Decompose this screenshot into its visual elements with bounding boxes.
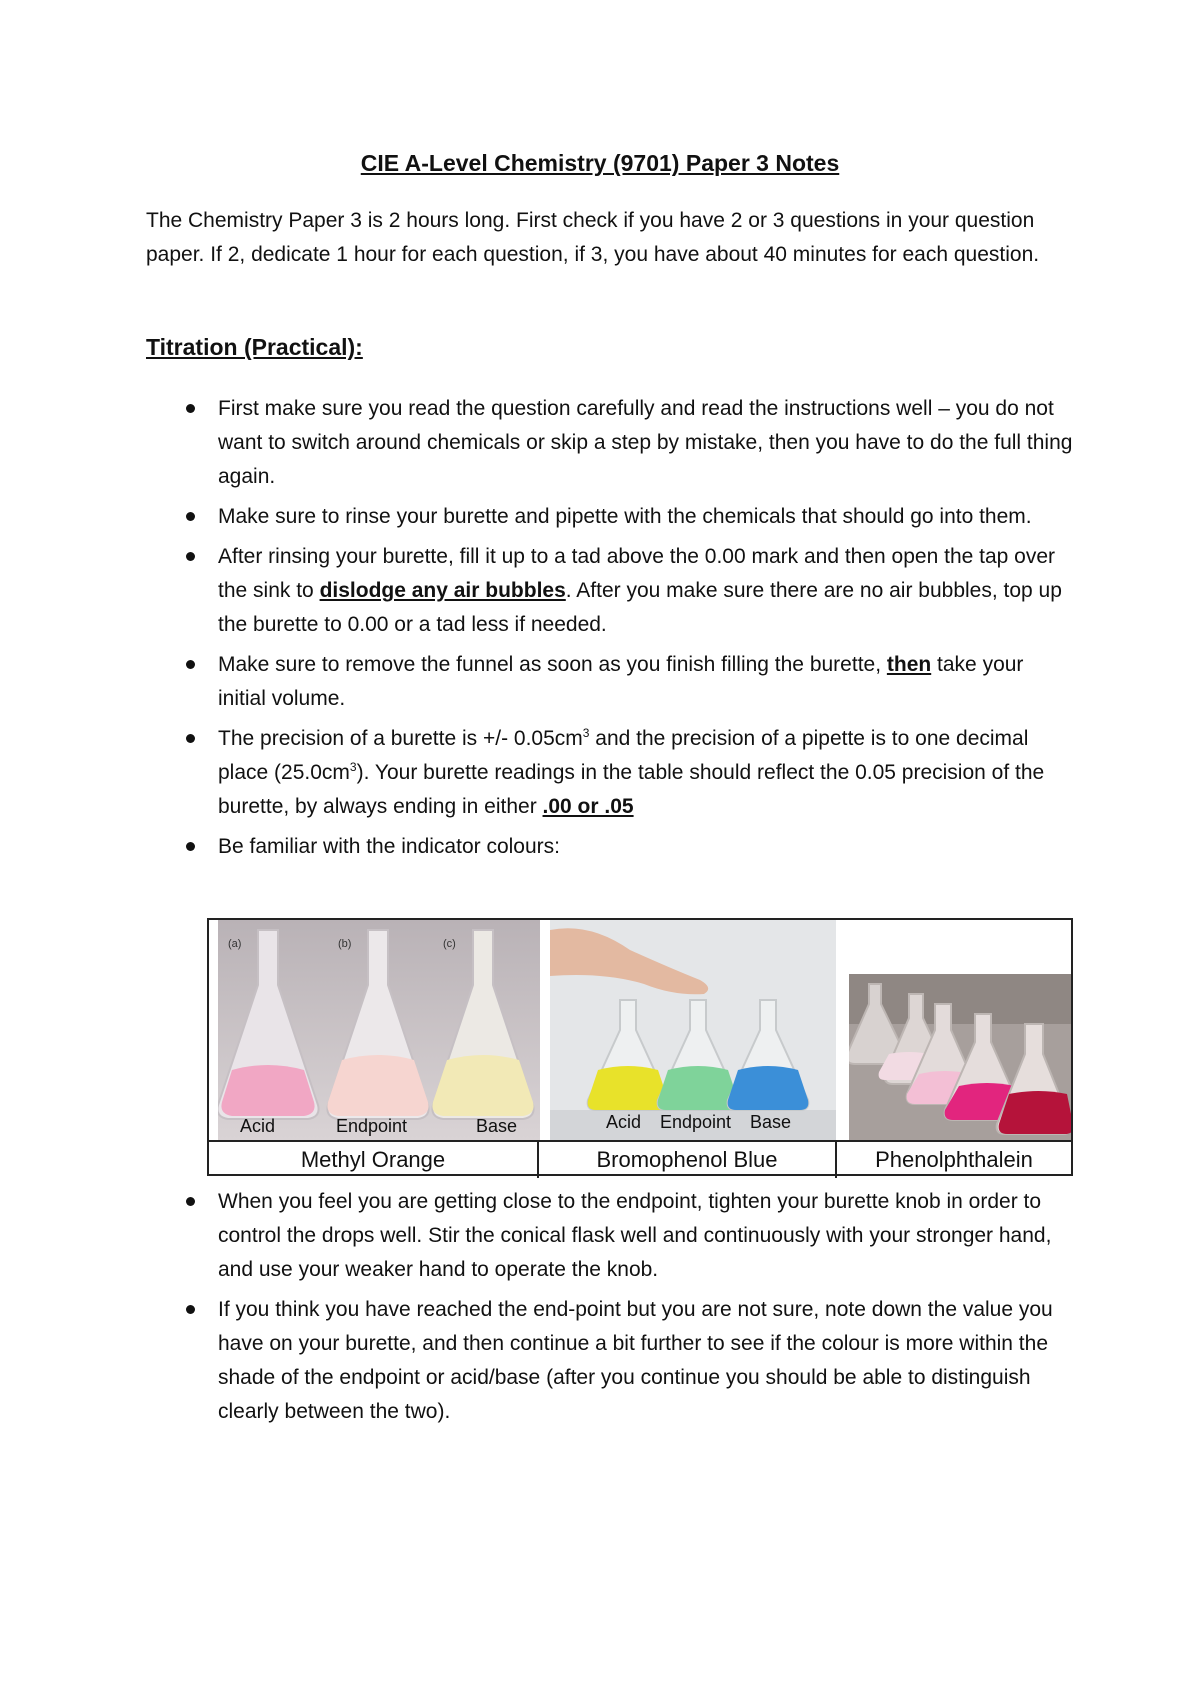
methyl-orange-flasks-image [218,920,540,1140]
emphasis-text: dislodge any air bubbles [319,579,566,602]
indicator-name-bromophenol-blue: Bromophenol Blue [539,1142,837,1178]
list-item: The precision of a burette is +/- $0.05cm^3$ and the precision of a pipette is to one decimal place $(25.0cm^3)$. Your burette readings in the table should reflect the 0.05 precision of the burette, by always ending in either .00 or .05 [146,722,1076,824]
indicator-name-methyl-orange: Methyl Orange [209,1142,539,1178]
list-item: Make sure to remove the funnel as soon as you finish filling the burette, then take your initial volume. [146,648,1076,716]
phenolphthalein-photo [849,974,1071,1140]
list-item: Make sure to rinse your burette and pipette with the chemicals that should go into them. [146,500,1076,534]
list-item: If you think you have reached the end-point but you are not sure, note down the value you have on your burette, and then continue a bit further to see if the colour is more within the shade of the endpoint or acid/base (after you continue you should be able to distinguish clearly between the two). [146,1293,1076,1429]
emphasis-text: then [886,653,932,676]
bullet-icon [186,734,195,743]
section-heading: Titration (Practical): [146,334,363,360]
bullet-icon [186,1197,195,1206]
bullet-icon [186,1305,195,1314]
page-title: CIE A-Level Chemistry (9701) Paper 3 Notes [360,150,840,176]
indicator-name-phenolphthalein: Phenolphthalein [875,1147,1033,1172]
list-item: When you feel you are getting close to the endpoint, tighten your burette knob in order to control the drops well. Stir the conical flask well and continuously with your stronger hand, and use your weaker hand to operate the knob. [146,1185,1076,1287]
bullet-icon [186,404,195,413]
methyl-orange-photo: (a) (b) (c) Acid Endpoint Base [218,920,540,1140]
bullet-icon [186,552,195,561]
bromophenol-blue-flasks-image [550,920,836,1140]
phenolphthalein-flasks-image [849,974,1071,1140]
emphasis-text: .00 or .05 [542,795,634,818]
intro-paragraph: The Chemistry Paper 3 is 2 hours long. First check if you have 2 or 3 questions in your question paper. If 2, dedicate 1 hour for each question, if 3, you have about 40 minutes for each question. [146,209,1040,266]
list-item: Be familiar with the indicator colours: [146,830,1076,864]
list-item: After rinsing your burette, fill it up to a tad above the 0.00 mark and then open the tap over the sink to dislodge any air bubbles. After you make sure there are no air bubbles, top up the burette to 0.00 or a tad less if needed. [146,540,1076,642]
bullet-icon [186,512,195,521]
bullet-icon [186,842,195,851]
indicator-names-row [209,1140,1071,1178]
bullet-list [146,1185,1076,1435]
list-item: First make sure you read the question carefully and read the instructions well – you do not want to switch around chemicals or skip a step by mistake, then you have to do the full thing again. [146,392,1076,494]
bullet-list [146,392,1076,870]
bromophenol-blue-photo: Acid Endpoint Base [550,920,836,1140]
bullet-icon [186,660,195,669]
indicator-table [207,918,1073,1176]
